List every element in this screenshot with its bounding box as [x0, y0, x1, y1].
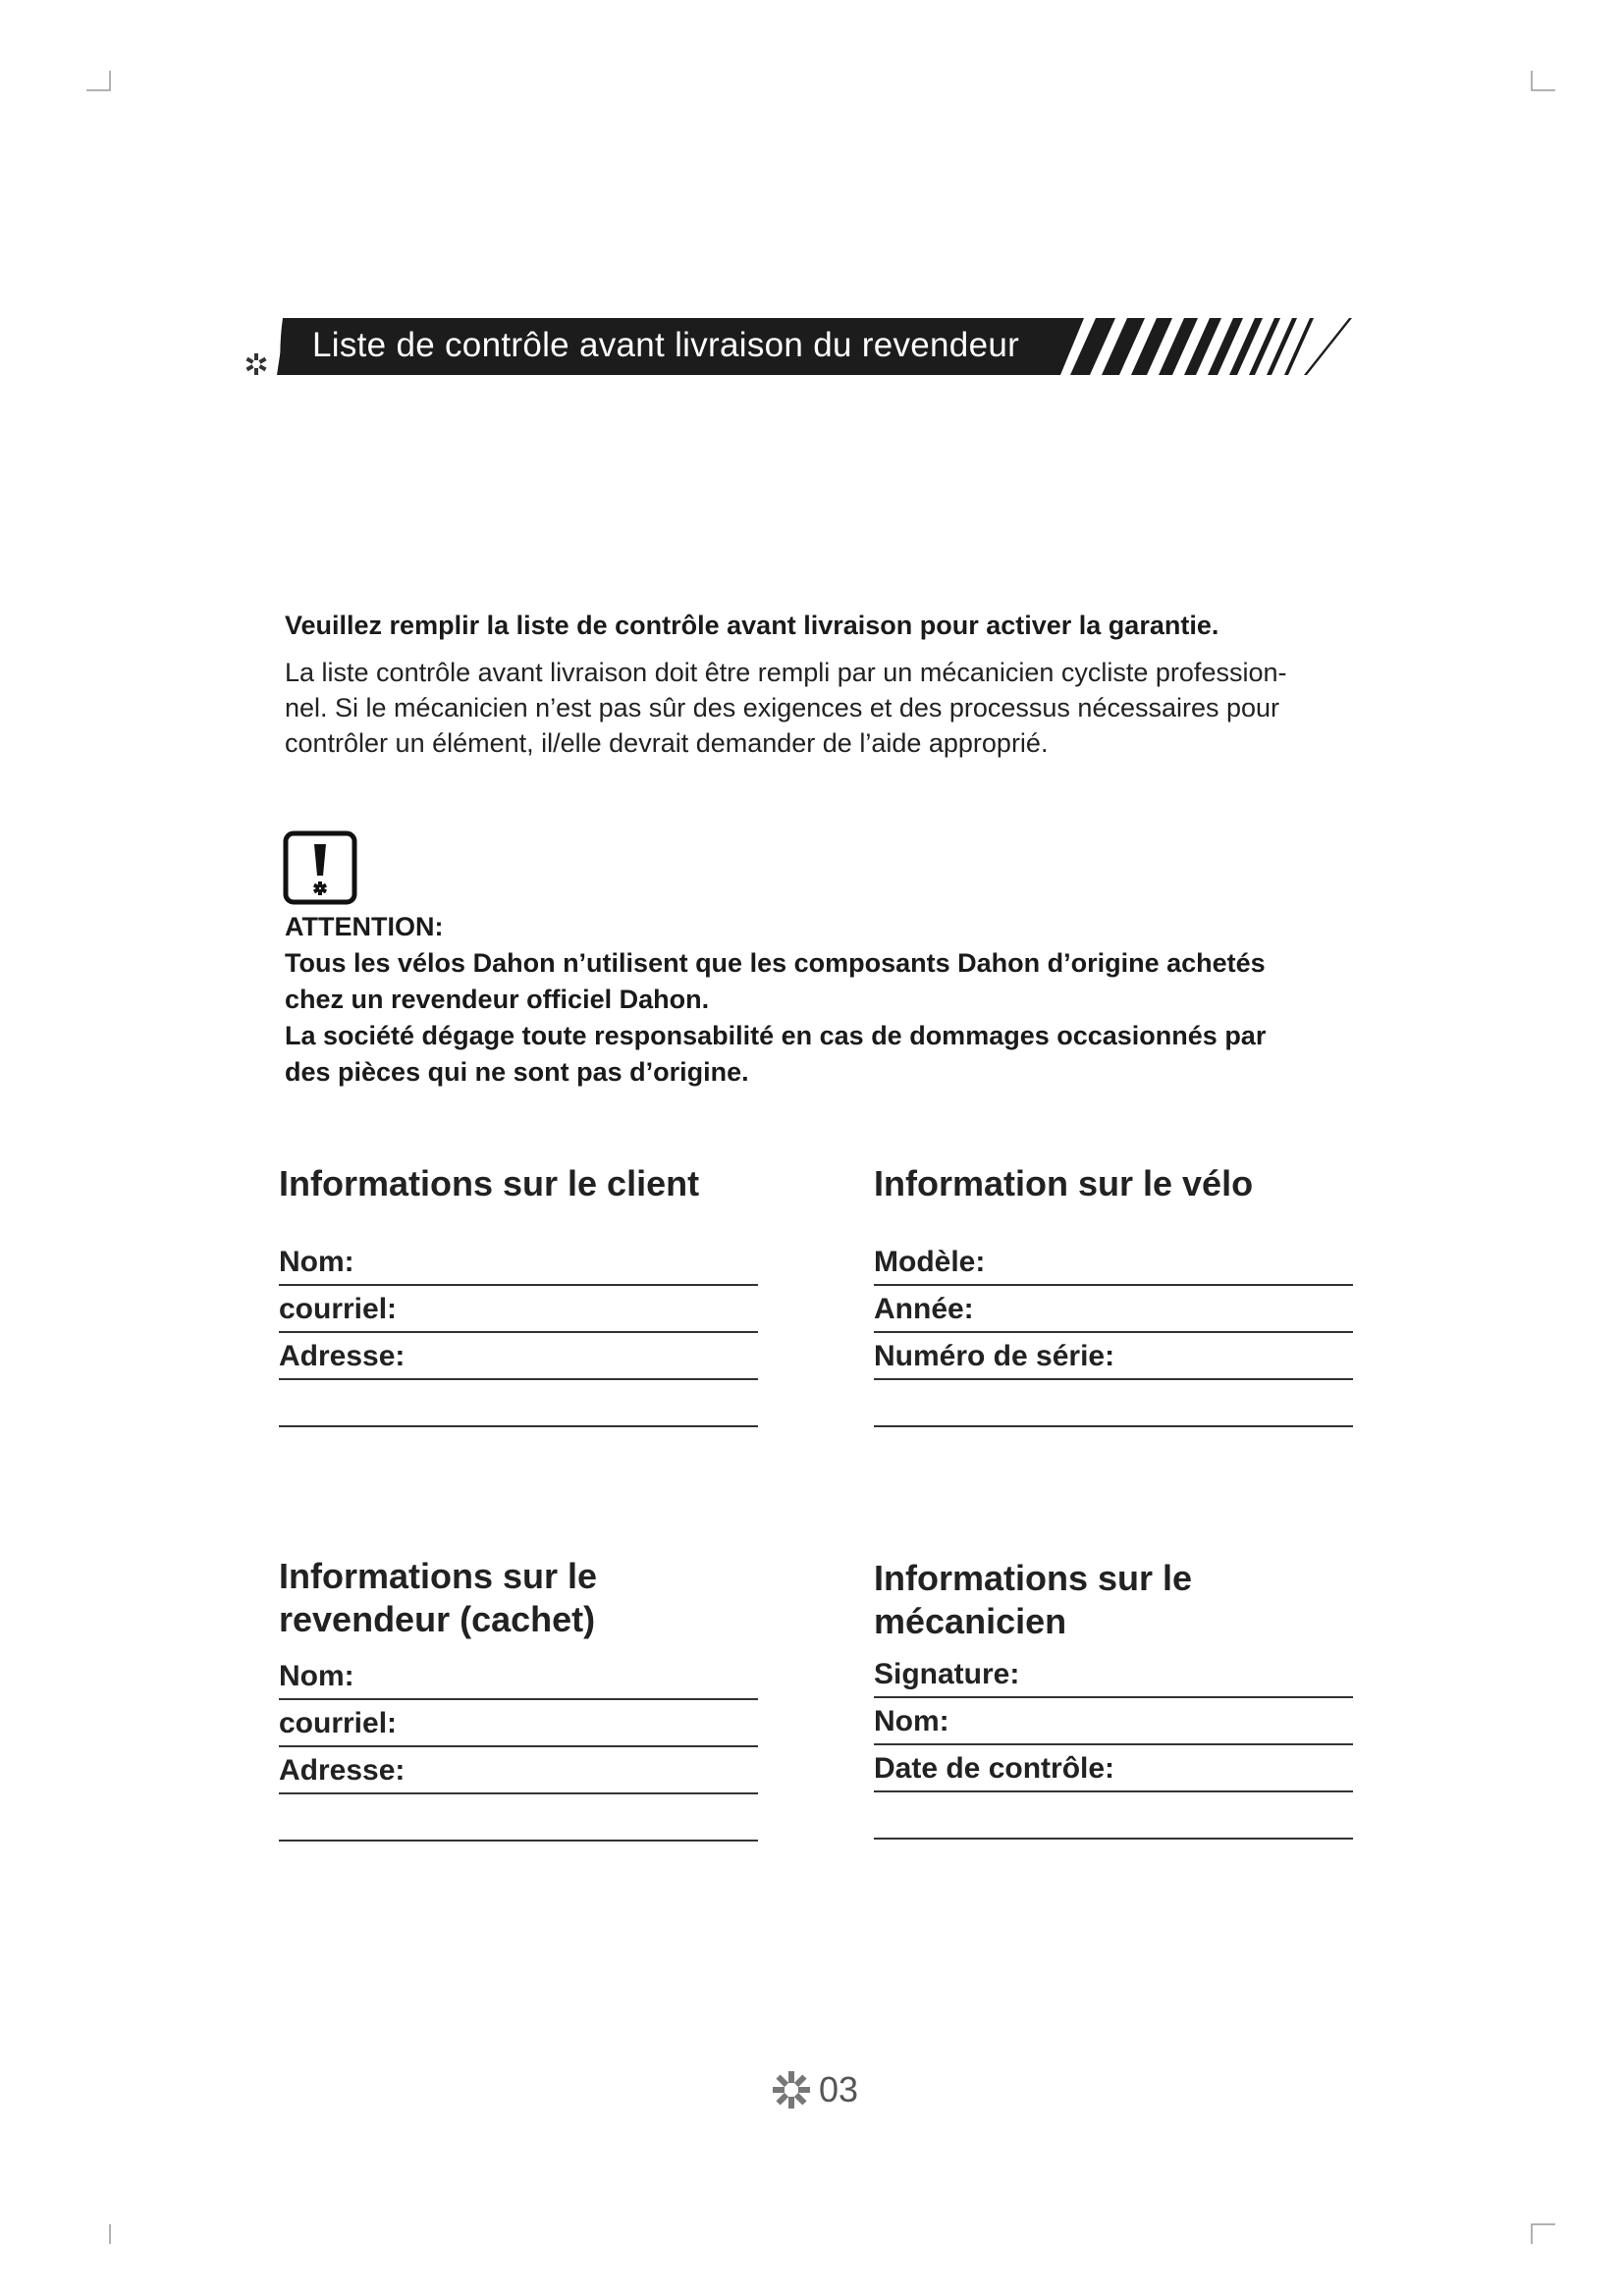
bike-year-field[interactable] — [874, 1286, 1353, 1333]
bike-serial-field[interactable] — [874, 1333, 1353, 1380]
field-label: Date de contrôle: — [874, 1752, 1115, 1785]
crop-mark-bottom-right — [1528, 2220, 1557, 2246]
intro-section — [285, 611, 1365, 761]
attention-line: chez un revendeur officiel Dahon. — [285, 985, 710, 1014]
page-number-text: 03 — [819, 2069, 859, 2109]
dealer-address-field[interactable] — [279, 1747, 758, 1794]
dealer-email-field[interactable] — [279, 1700, 758, 1747]
intro-line: La liste contrôle avant livraison doit être rempli par un mécanicien cycliste profession- — [285, 658, 1287, 687]
intro-body — [285, 655, 1365, 761]
field-label: Adresse: — [279, 1340, 406, 1372]
crop-mark-bottom-left — [84, 2220, 114, 2246]
attention-notice — [285, 909, 1365, 1091]
mechanic-info-title — [874, 1557, 1353, 1643]
field-label: Nom: — [874, 1705, 949, 1737]
client-email-field[interactable] — [279, 1286, 758, 1333]
field-label: Signature: — [874, 1658, 1020, 1690]
mechanic-signature-field[interactable] — [874, 1651, 1353, 1698]
dealer-address-line-2[interactable] — [279, 1794, 758, 1842]
bike-model-field[interactable] — [874, 1239, 1353, 1286]
attention-line: Tous les vélos Dahon n’utilisent que les composants Dahon d’origine achetés — [285, 948, 1266, 978]
client-address-field[interactable] — [279, 1333, 758, 1380]
attention-line: La société dégage toute responsabilité en cas de dommages occasionnés par — [285, 1021, 1267, 1050]
field-label: courriel: — [279, 1293, 398, 1325]
field-label: Nom: — [279, 1660, 354, 1692]
field-label: courriel: — [279, 1707, 398, 1739]
client-info-title: Informations sur le client — [279, 1163, 700, 1203]
dealer-info-title — [279, 1555, 758, 1641]
mechanic-title-line: mécanicien — [874, 1601, 1067, 1641]
dealer-title-line: revendeur (cachet) — [279, 1599, 596, 1639]
bike-info-section — [874, 1162, 1353, 1427]
mechanic-info-section — [874, 1557, 1353, 1840]
field-label: Numéro de série: — [874, 1340, 1115, 1372]
field-label: Nom: — [279, 1246, 354, 1278]
bike-extra-line[interactable] — [874, 1380, 1353, 1427]
mechanic-title-line: Informations sur le — [874, 1558, 1193, 1598]
page-number — [772, 2069, 858, 2110]
header-banner — [240, 316, 1359, 377]
field-label: Adresse: — [279, 1754, 406, 1787]
dealer-title-line: Informations sur le — [279, 1556, 598, 1596]
bike-info-title: Information sur le vélo — [874, 1163, 1254, 1203]
dealer-name-field[interactable] — [279, 1653, 758, 1700]
page-title: Liste de contrôle avant livraison du revendeur — [312, 326, 1020, 364]
client-address-line-2[interactable] — [279, 1380, 758, 1427]
crop-mark-top-left — [84, 69, 114, 94]
intro-lead: Veuillez remplir la liste de contrôle avant livraison pour activer la garantie. — [285, 611, 1219, 640]
field-label: Modèle: — [874, 1246, 986, 1278]
intro-line: contrôler un élément, il/elle devrait demander de l’aide approprié. — [285, 728, 1049, 758]
field-label: Année: — [874, 1293, 974, 1325]
client-info-section — [279, 1162, 758, 1427]
mechanic-extra-line[interactable] — [874, 1792, 1353, 1840]
mechanic-name-field[interactable] — [874, 1698, 1353, 1745]
intro-line: nel. Si le mécanicien n’est pas sûr des exigences et des processus nécessaires pour — [285, 693, 1280, 722]
crop-mark-top-right — [1528, 69, 1557, 94]
mechanic-date-field[interactable] — [874, 1745, 1353, 1792]
client-name-field[interactable] — [279, 1239, 758, 1286]
attention-line: des pièces qui ne sont pas d’origine. — [285, 1057, 749, 1087]
attention-heading: ATTENTION: — [285, 912, 444, 941]
dealer-info-section — [279, 1555, 758, 1842]
gear-icon — [772, 2070, 811, 2109]
warning-icon — [283, 830, 357, 910]
